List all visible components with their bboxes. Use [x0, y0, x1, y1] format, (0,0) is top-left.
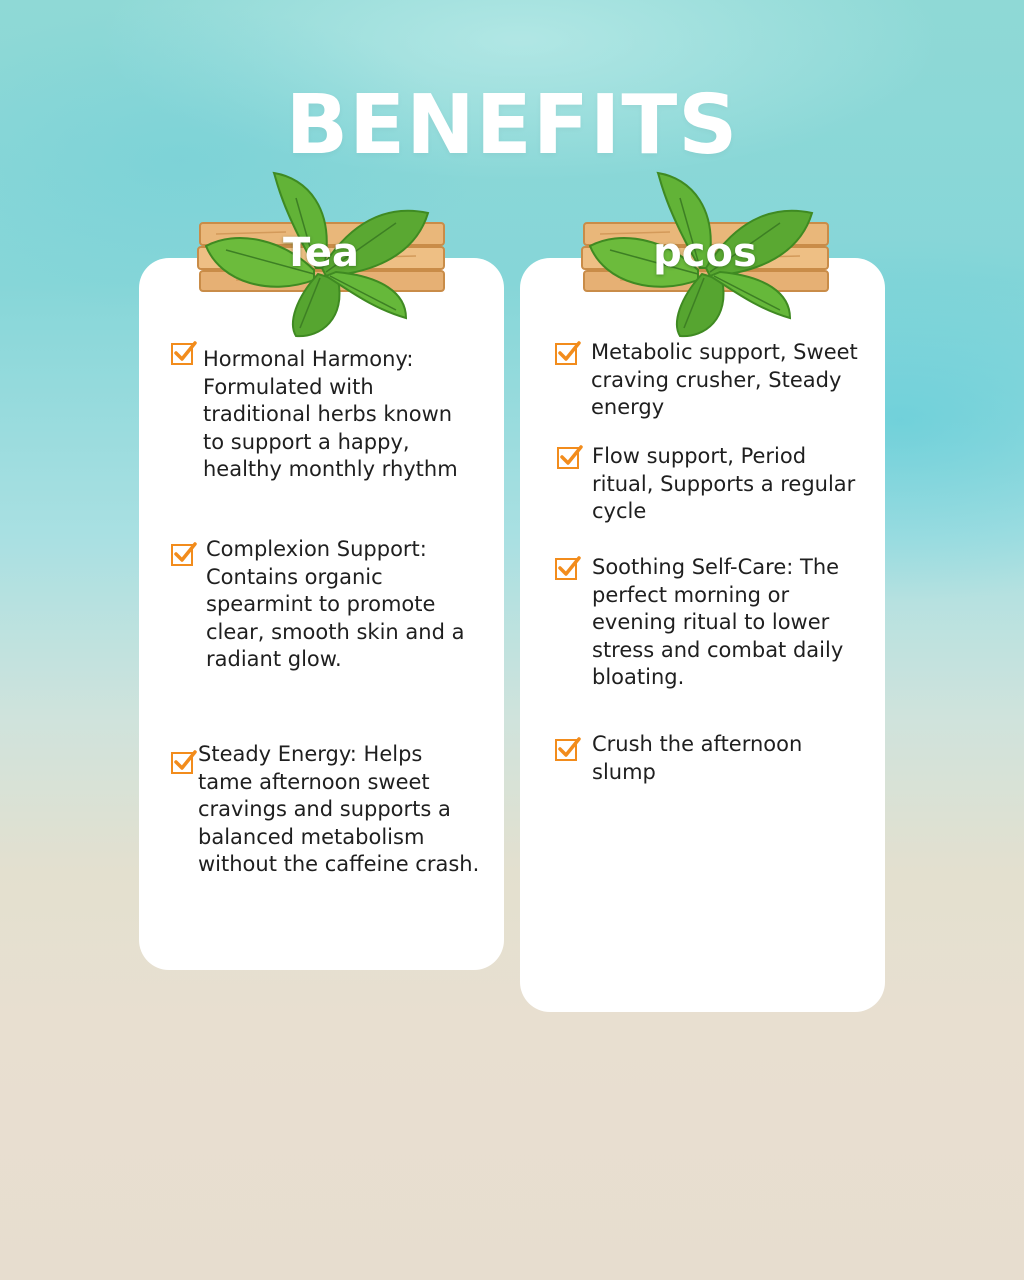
benefit-text: Complexion Support: Contains organic spearmint to promote clear, smooth skin and a radiant glow. [206, 537, 465, 672]
checkbox-check-icon [170, 340, 198, 366]
column-header-pcos [580, 168, 830, 288]
checkbox-check-icon [554, 340, 582, 366]
benefit-text: Soothing Self-Care: The perfect morning or evening ritual to lower stress and combat daily bloating. [592, 555, 844, 690]
checkbox-check-icon [556, 444, 584, 470]
checkbox-check-icon [170, 541, 198, 567]
benefit-text: Hormonal Harmony: Formulated with traditional herbs known to support a happy, healthy monthly rhythm [203, 347, 458, 482]
column-label-pcos: pcos [653, 230, 757, 276]
checkbox-check-icon [554, 555, 582, 581]
column-label-tea: Tea [282, 230, 360, 276]
benefit-text: Steady Energy: Helps tame afternoon sweet cravings and supports a balanced metabolism without the caffeine crash. [198, 742, 480, 877]
column-header-tea [196, 168, 446, 288]
page-title: BENEFITS [285, 78, 739, 173]
checkbox-check-icon [170, 749, 198, 775]
benefit-text: Crush the afternoon slump [592, 732, 803, 784]
benefit-text: Metabolic support, Sweet craving crusher, Steady energy [591, 340, 858, 420]
benefit-text: Flow support, Period ritual, Supports a regular cycle [592, 444, 856, 524]
checkbox-check-icon [554, 736, 582, 762]
